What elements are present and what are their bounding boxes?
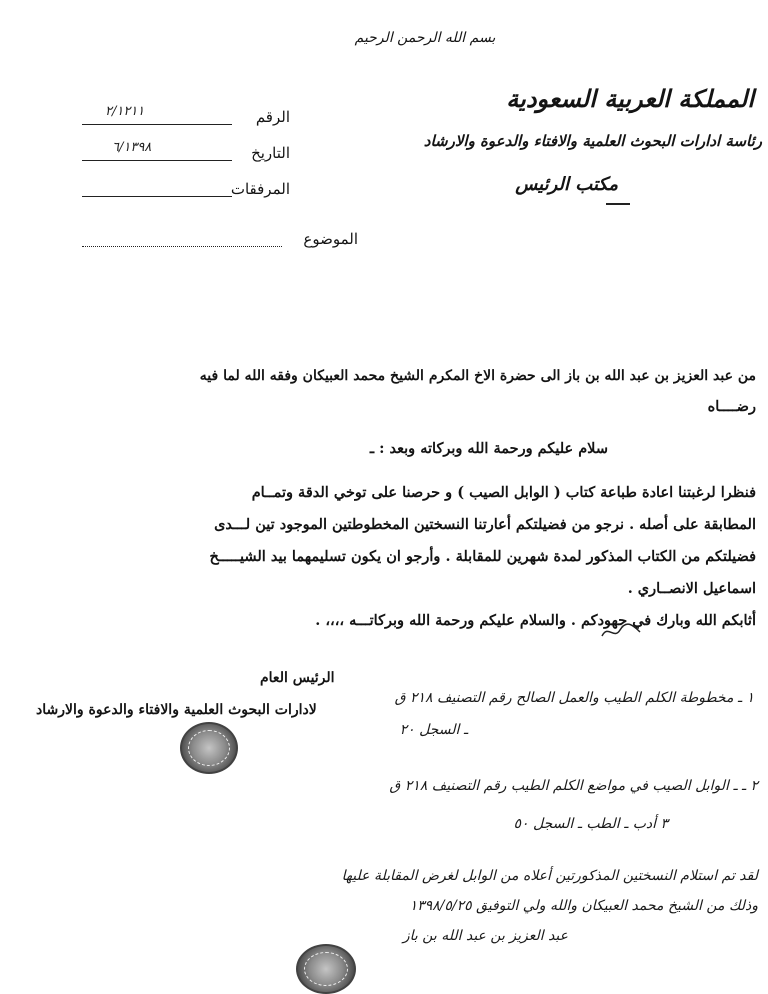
number-line (82, 124, 232, 125)
letter-para-2: المطابقة على أصله . نرجو من فضيلتكم أعارتنا النسختين المخطوطتين الموجود تين لـــدى (214, 516, 756, 533)
date-label: التاريخ (251, 144, 290, 162)
signature-body: لادارات البحوث العلمية والافتاء والدعوة والارشاد (36, 702, 317, 718)
letter-address-cont: رضــــاه (707, 398, 756, 415)
attachments-line (82, 196, 232, 197)
date-line (82, 160, 232, 161)
basmala: بسم الله الرحمن الرحيم (354, 30, 496, 46)
handwritten-note-3-line-2: وذلك من الشيخ محمد العبيكان والله ولي التوفيق ١٣٩٨/٥/٢٥ (409, 898, 758, 914)
handwritten-note-3-line-1: لقد تم استلام النسختين المذكورتين أعلاه من الوابل لغرض المقابلة عليها (341, 868, 758, 884)
official-seal-bottom (296, 944, 356, 994)
number-value: ٢/١٢١١ (105, 104, 145, 119)
handwritten-note-2-line-2: ٣ أدب ـ الطب ـ السجل ٥٠ (513, 816, 668, 832)
letter-para-4: اسماعيل الانصــاري . (627, 580, 756, 597)
handwritten-note-1-line-1: ١ ـ مخطوطة الكلم الطيب والعمل الصالح رقم التصنيف ٢١٨ ق (394, 690, 754, 706)
date-value: ٦/١٣٩٨ (112, 140, 152, 155)
letter-greeting: سلام عليكم ورحمة الله وبركاته وبعد : ـ (369, 440, 608, 457)
initials-mark (600, 620, 642, 642)
letter-para-3: فضيلتكم من الكتاب المذكور لمدة شهرين للمقابلة . وأرجو ان يكون تسليمهما بيد الشيـــــخ (209, 548, 756, 565)
signature-title: الرئيس العام (260, 670, 335, 686)
handwritten-note-2-line-1: ٢ ـ ـ الوابل الصيب في مواضع الكلم الطيب رقم التصنيف ٢١٨ ق (389, 778, 758, 794)
letter-para-1: فنظرا لرغبتنا اعادة طباعة كتاب ( الوابل الصيب ) و حرصنا على توخي الدقة وتمــام (251, 484, 756, 501)
official-seal (180, 722, 238, 774)
handwritten-note-1-line-2: ـ السجل ٢٠ (399, 722, 468, 738)
subject-label: الموضوع (303, 230, 358, 248)
letterhead-kingdom: المملكة العربية السعودية (506, 84, 754, 113)
attachments-label: المرفقات (230, 180, 290, 198)
office-underline (606, 203, 630, 205)
number-label: الرقم (255, 108, 290, 126)
letter-closing: أثابكم الله وبارك في جهودكم . والسلام عليكم ورحمة الله وبركاتـــه ،،،، . (315, 612, 756, 629)
subject-line (82, 246, 282, 247)
handwritten-note-3-line-3: عبد العزيز بن عبد الله بن باز (402, 928, 568, 944)
letter-address: من عبد العزيز بن عبد الله بن باز الى حضرة الاخ المكرم الشيخ محمد العبيكان وفقه الله لما فيه (199, 368, 756, 384)
letterhead-presidency: رئاسة ادارات البحوث العلمية والافتاء والدعوة والارشاد (423, 132, 762, 150)
letterhead-office: مكتب الرئيس (515, 174, 618, 195)
